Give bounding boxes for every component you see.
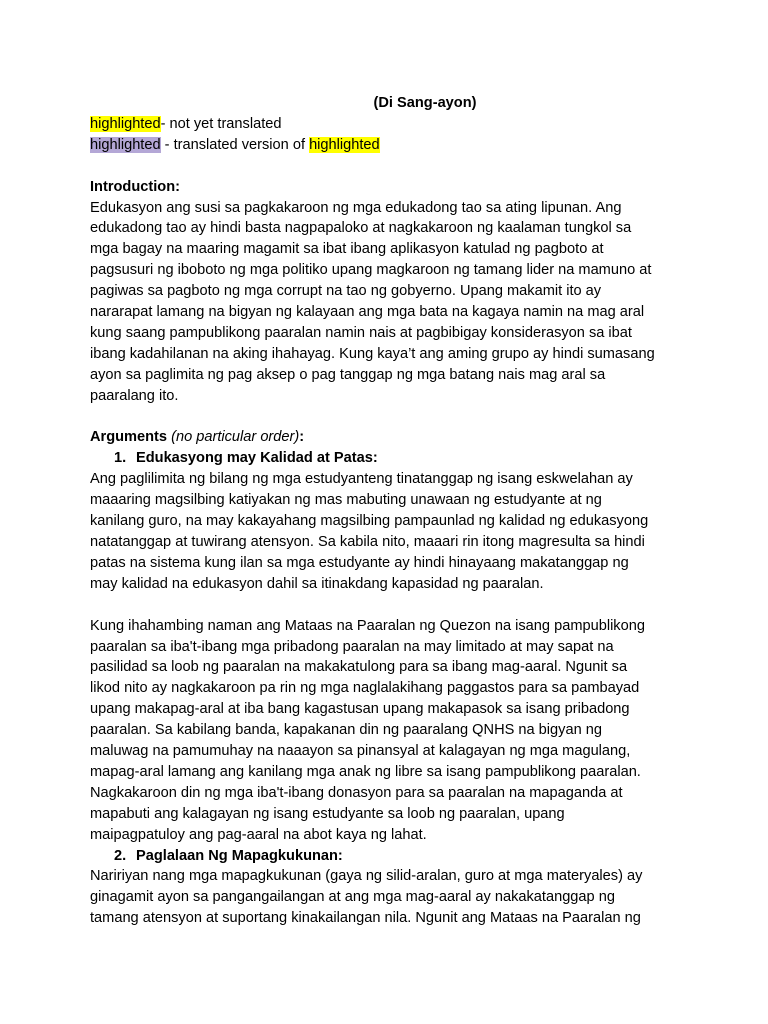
spacer [90,407,690,428]
arguments-heading-label: Arguments [90,429,168,446]
spacer [90,156,690,177]
intro-heading: Introduction: [90,178,180,195]
document-title: (Di Sang-ayon) [373,95,477,111]
legend-line-untranslated [90,114,690,135]
legend-line-translated [90,135,690,156]
arguments-heading-colon: : [299,429,305,446]
argument-2-paragraph-1: Naririyan nang mga mapagkukunan (gaya ng silid-aralan, guro at mga materyales) ay ginagamit ayon sa pangangailangan at ang mga mag-aaral ay nakakatanggap ng tamang atensyon at suportang kinakailangan nila. Ngunit ang Mataas na Paaralan ng [90,868,643,927]
argument-item-2-number: 2. [114,847,127,864]
spacer [90,595,690,616]
argument-1-paragraph-1: Ang paglilimita ng bilang ng mga estudyanteng tinatanggap ng isang eskwelahan ay maaaring magsilbing katiyakan ng mas mabuting unawaan ng estudyante at ng kanilang guro, na may kakayahang magsilbing pampaunlad ng kalidad ng edukasyong natatanggap at tuwirang atensyon. Sa kabila nito, maaari rin itong magresulta sa hindi patas na sistema kung ilan sa mga estudyante ay hindi hinayaang makatanggap ng may kalidad na edukasyon dahil sa itinakdang kapasidad ng paaralan. [90,471,649,592]
purple-highlight-sample: highlighted [90,136,161,153]
argument-item-1-title: Edukasyong may Kalidad at Patas: [136,450,378,467]
document-page [90,93,690,929]
yellow-highlight-sample: highlighted [90,115,161,132]
legend-translated-label: - translated version of [160,136,310,153]
argument-item-2-heading [90,846,690,867]
intro-paragraph: Edukasyon ang susi sa pagkakaroon ng mga edukadong tao sa ating lipunan. Ang edukadong tao ay hindi basta nagpapaloko at nagkakaroon ng kaalaman tungkol sa mga bagay na maaring magamit sa ibat ibang aplikasyon katulad ng pagboto at pagsusuri ng iboboto ng mga politiko upang magkaroon ng tamang lider na mamuno at pagiwas sa pagboto ng mga corrupt na tao ng gobyerno. Upang makamit ito ay nararapat lamang na bigyan ng kalayaan ang mga bata na kagaya namin na mag aral kung saang pampublikong paaralan namin nais at pagbibigay konsiderasyon sa ibat ibang kadahilanan na aking ihahayag. Kung kaya’t ang aming grupo ay hindi sumasang ayon sa paglimita ng pag aksep o pag tanggap ng mga batang nais mag aral sa paaralang ito. [90,199,655,404]
argument-item-2-title: Paglalaan Ng Mapagkukunan: [136,847,343,864]
argument-item-1-number: 1. [114,450,127,467]
legend-untranslated-label: - not yet translated [160,115,282,132]
arguments-heading-note: (no particular order) [171,429,300,446]
arguments-heading [90,427,690,448]
argument-item-1-heading [90,448,690,469]
argument-1-paragraph-2: Kung ihahambing naman ang Mataas na Paaralan ng Quezon na isang pampublikong paaralan sa iba't-ibang mga pribadong paaralan na may limitado at may sapat na pasilidad sa loob ng paaralan na makakatulong para sa ibang mag-aaral. Ngunit sa likod nito ay nagkakaroon pa rin ng mga naglalakihang paggastos para sa pambayad upang makapag-aral at iba bang kagastusan upang makapasok sa isang pribadong paaralan. Sa kabilang banda, kapakanan din ng paaralang QNHS na bigyan ng maluwag na pamumuhay na naaayon sa pinansyal at kalagayan ng mga magulang, mapag-aral lamang ang kanilang mga anak ng libre sa isang pampublikong paaralan. Nagkakaroon din ng mga iba't-ibang donasyon para sa paaralan na mapaganda at mapabuti ang kalagayan ng isang estudyante sa loob ng paaralan, upang maipagpatuloy ang pag-aaral na abot kaya ng lahat. [90,617,645,843]
yellow-highlight-reference: highlighted [309,136,380,153]
